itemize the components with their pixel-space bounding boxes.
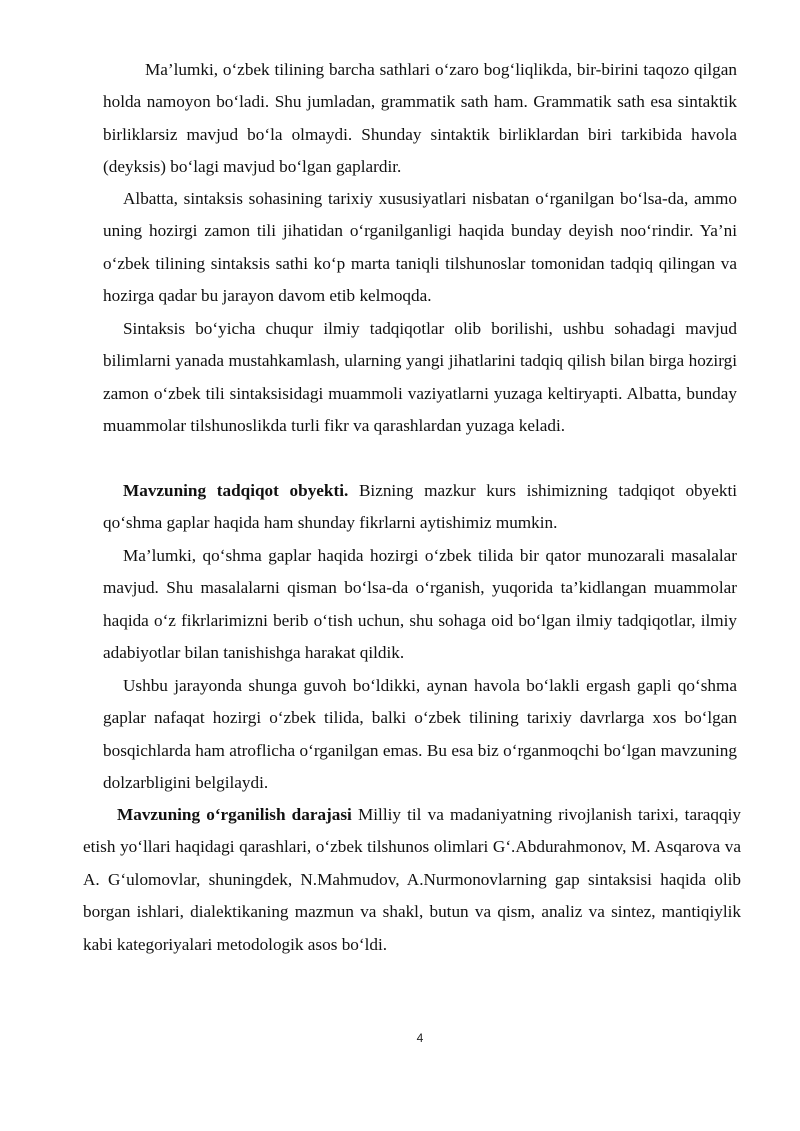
paragraph-text: Milliy til va madaniyatning rivojlanish tarixi, taraqqiy etish yo‘llari haqidagi qarashlari, o‘zbek tilshunos olimlari G‘.Abdurahmonov, M. Asqarova va A. G‘ulomovlar, shuningdek, N.Mahmudov, A.Nurmonovlarning gap sintaksisi haqida olib borgan ishlari, dialektikaning mazmun va shakl, butun va qism, analiz va sintez, mantiqiylik kabi kategoriyalari metodologik asos bo‘ldi. [83, 805, 741, 954]
paragraph-intro [103, 54, 737, 184]
section-heading-research-object: Mavzuning tadqiqot obyekti. [123, 481, 349, 500]
paragraph-study-level [83, 799, 741, 961]
paragraph-text: Sintaksis bo‘yicha chuqur ilmiy tadqiqotlar olib borilishi, ushbu sohadagi mavjud bilimlarni yanada mustahkamlash, ularning yangi jihatlarini tadqiq qilish bilan birga hozirgi zamon o‘zbek tili sintaksisidagi muammoli vaziyatlarni yuzaga keltiryapti. Albatta, bunday muammolar tilshunoslikda turli fikr va qarashlardan yuzaga keladi. [103, 319, 737, 436]
paragraph-compound-sentences [103, 540, 737, 670]
paragraph-text: Bizning mazkur kurs ishimizning tadqiqot obyekti qo‘shma gaplar haqida ham shunday fikrlarni aytishimiz mumkin. [103, 481, 738, 533]
paragraph-syntax-research [103, 313, 737, 443]
section-heading-study-level: Mavzuning o‘rganilish darajasi [117, 805, 352, 824]
paragraph-syntax-history [103, 183, 737, 313]
page-number: 4 [416, 1031, 424, 1045]
paragraph-research-object [103, 475, 737, 540]
paragraph-text: Ushbu jarayonda shunga guvoh bo‘ldikki, aynan havola bo‘lakli ergash gapli qo‘shma gaplar nafaqat hozirgi o‘zbek tilida, balki o‘zbek tilining tarixiy davrlarga xos bo‘lgan bosqichlarda ham atroflicha o‘rganilgan emas. Bu esa biz o‘rganmoqchi bo‘lgan mavzuning dolzarbligini belgilaydi. [103, 676, 737, 793]
paragraph-text: Ma’lumki, qo‘shma gaplar haqida hozirgi o‘zbek tilida bir qator munozarali masalalar mavjud. Shu masalalarni qisman bo‘lsa-da o‘rganish, yuqorida ta’kidlangan muammolar haqida o‘z fikrlarimizni berib o‘tish uchun, shu sohaga oid bo‘lgan ilmiy tadqiqotlar, ilmiy adabiyotlar bilan tanishishga harakat qildik. [103, 546, 737, 663]
paragraph-relevance [103, 670, 737, 800]
paragraph-text: Albatta, sintaksis sohasining tarixiy xususiyatlari nisbatan o‘rganilgan bo‘lsa-da, ammo uning hozirgi zamon tili jihatidan o‘rganilganligi haqida bunday deyish noo‘rindir. Ya’ni o‘zbek tilining sintaksis sathi ko‘p marta taniqli tilshunoslar tomonidan tadqiq qilingan va hozirga qadar bu jarayon davom etib kelmoqda. [103, 189, 737, 306]
paragraph-text: Ma’lumki, o‘zbek tilining barcha sathlari o‘zaro bog‘liqlikda, bir-birini taqozo qilgan holda namoyon bo‘ladi. Shu jumladan, grammatik sath ham. Grammatik sath esa sintaktik birliklarsiz mavjud bo‘la olmaydi. Shunday sintaktik birliklardan biri tarkibida havola (deyksis) bo‘lagi mavjud bo‘lgan gaplardir. [103, 60, 737, 177]
